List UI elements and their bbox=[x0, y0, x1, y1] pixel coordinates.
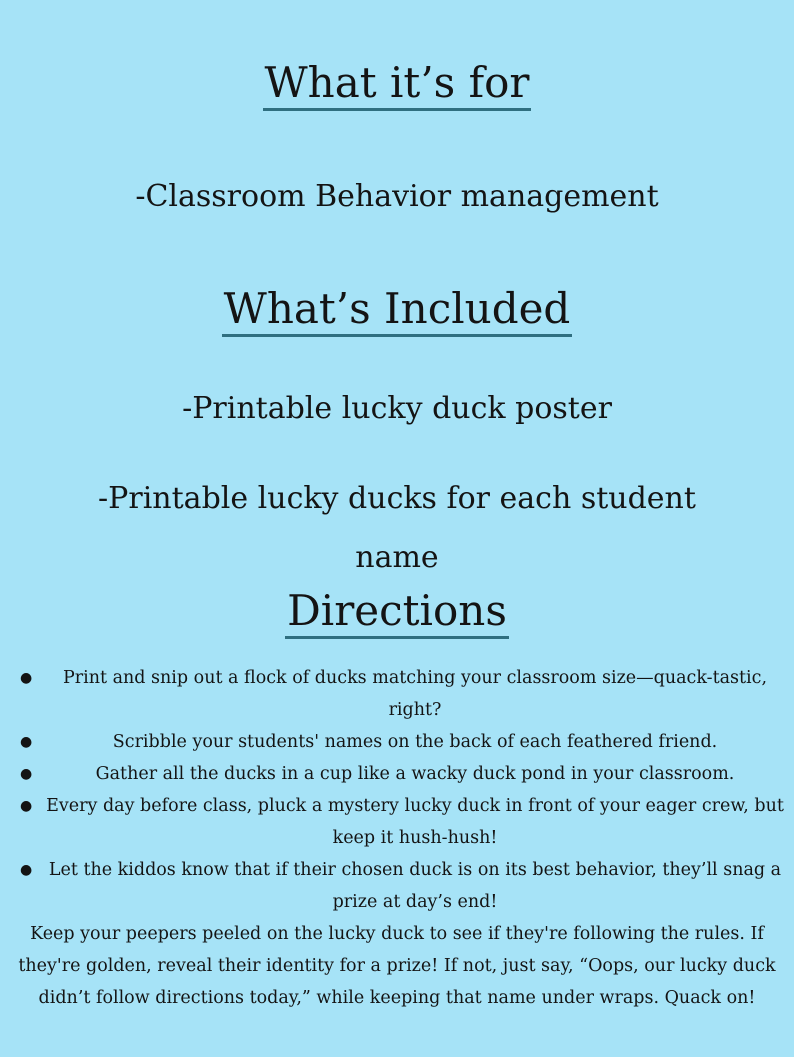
directions-heading-text: Directions bbox=[285, 590, 509, 639]
included-heading-text: What’s Included bbox=[222, 288, 573, 337]
bullet-icon: ● bbox=[20, 766, 33, 782]
included-item-poster: -Printable lucky duck poster bbox=[182, 391, 612, 426]
purpose-heading-text: What it’s for bbox=[263, 62, 532, 111]
included-item-ducks-continued: name bbox=[355, 540, 439, 575]
purpose-heading bbox=[0, 58, 794, 111]
direction-text: Every day before class, pluck a mystery lucky duck in front of your eager crew, but keep it hush-hush! bbox=[46, 796, 784, 848]
bullet-icon: ● bbox=[20, 734, 33, 750]
direction-item bbox=[8, 726, 788, 758]
bullet-icon: ● bbox=[20, 670, 33, 686]
direction-item bbox=[8, 854, 788, 918]
closing-paragraph: Keep your peepers peeled on the lucky duck to see if they're following the rules. If they're golden, reveal their identity for a prize! If not, just say, “Oops, our lucky duck didn’t follow directions today,” while keeping that name under wraps. Quack on! bbox=[18, 924, 776, 1008]
bullet-icon: ● bbox=[20, 798, 33, 814]
included-item-ducks: -Printable lucky ducks for each student bbox=[98, 481, 696, 516]
direction-item bbox=[8, 758, 788, 790]
direction-text: Gather all the ducks in a cup like a wacky duck pond in your classroom. bbox=[95, 764, 735, 784]
directions-list bbox=[8, 662, 788, 918]
included-heading bbox=[0, 284, 794, 337]
direction-item bbox=[8, 662, 788, 726]
direction-text: Print and snip out a flock of ducks matching your classroom size—quack-tastic, right? bbox=[62, 668, 768, 720]
direction-item bbox=[8, 790, 788, 854]
purpose-text: -Classroom Behavior management bbox=[135, 179, 659, 214]
direction-text: Let the kiddos know that if their chosen duck is on its best behavior, they’ll snag a prize at day’s end! bbox=[48, 860, 782, 912]
bullet-icon: ● bbox=[20, 862, 33, 878]
direction-text: Scribble your students' names on the back of each feathered friend. bbox=[112, 732, 718, 752]
directions-heading bbox=[0, 586, 794, 639]
